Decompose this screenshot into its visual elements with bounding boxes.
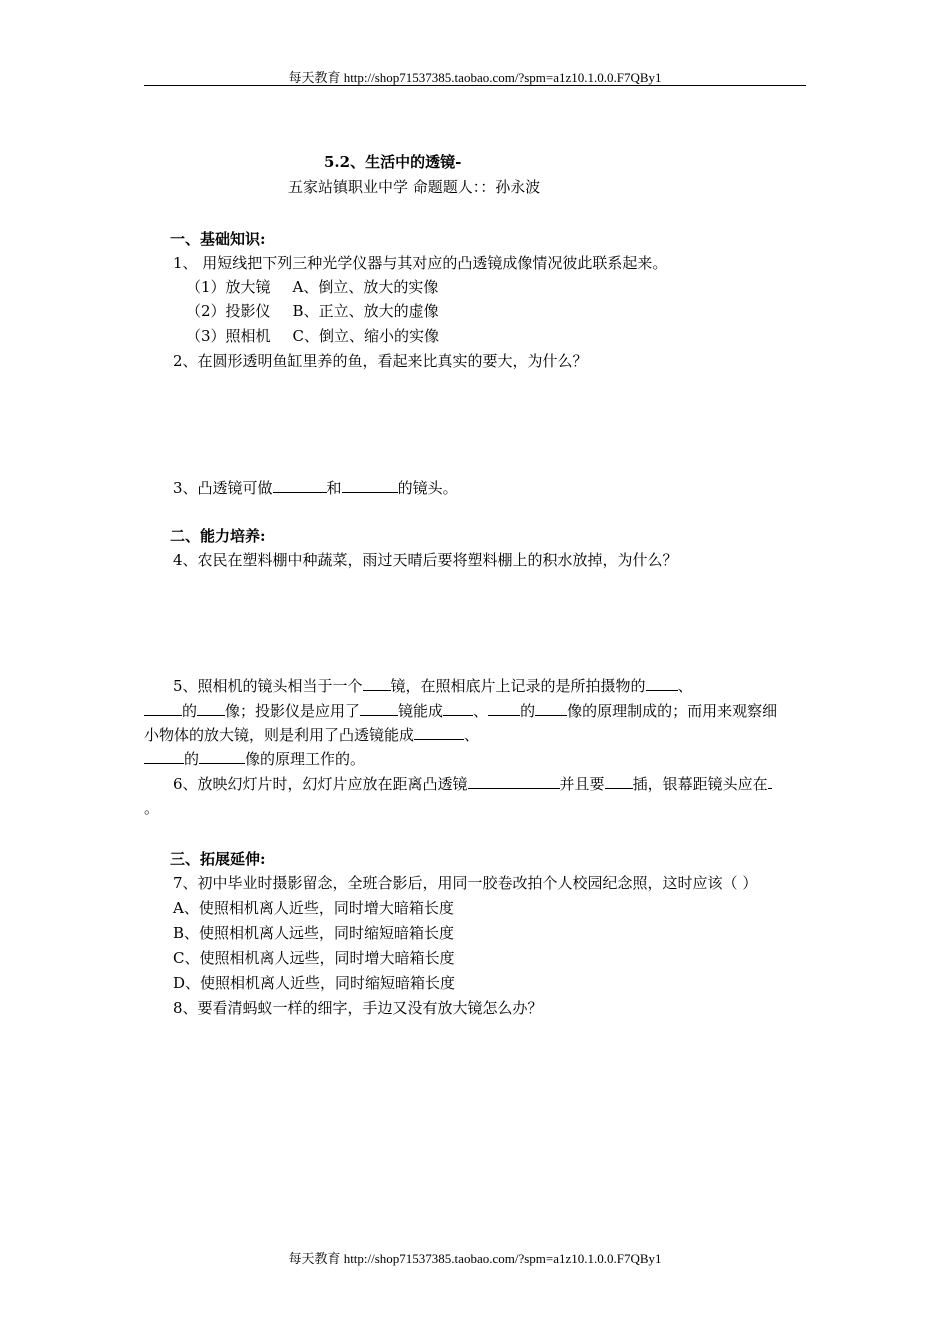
match-row: [186, 277, 438, 297]
section3-heading: 三、拓展延伸:: [170, 850, 266, 868]
answer-blank[interactable]: [768, 773, 772, 789]
q5-text: 像的原理制成的；而用来观察细: [567, 702, 778, 720]
q3-text: 和: [326, 479, 342, 497]
question-5-line1: [173, 675, 693, 696]
match-row: [186, 326, 439, 346]
q5-text: 的: [184, 750, 200, 768]
q5-text: 、: [464, 726, 480, 744]
answer-blank[interactable]: [605, 773, 633, 789]
question-7: 7、初中毕业时摄影留念，全班合影后，用同一胶卷改拍个人校园纪念照，这时应该（ ）: [173, 874, 758, 892]
page-footer: 每天教育 http://shop71537385.taobao.com/?spm=a1z10.1.0.0.F7QBy1: [288, 1251, 662, 1266]
match-instrument: （1）放大镜: [186, 278, 271, 296]
match-image: A、倒立、放大的实像: [292, 278, 439, 296]
answer-blank[interactable]: [488, 700, 520, 716]
answer-blank[interactable]: [144, 748, 184, 764]
q5-text: 的: [520, 702, 536, 720]
question-5-line2: [144, 700, 777, 721]
q5-text: 的: [182, 702, 198, 720]
match-row: [186, 301, 439, 321]
header-rule: [144, 85, 806, 86]
q6-text: 并且要: [559, 775, 605, 793]
match-image: B、正立、放大的虚像: [292, 302, 439, 320]
q3-text: 的镜头。: [397, 479, 458, 497]
answer-blank[interactable]: [360, 700, 398, 716]
answer-blank[interactable]: [273, 477, 327, 493]
answer-blank[interactable]: [535, 700, 567, 716]
section2-heading: 二、能力培养:: [170, 527, 266, 545]
q5-text: 、: [473, 702, 489, 720]
option-c: C、使照相机离人远些，同时增大暗箱长度: [173, 949, 455, 967]
q5-text: 镜，在照相底片上记录的是所拍摄物的: [390, 677, 646, 695]
q3-text: 3、凸透镜可做: [173, 479, 273, 497]
answer-blank[interactable]: [443, 700, 473, 716]
q6-text: 6、放映幻灯片时，幻灯片应放在距离凸透镜: [173, 775, 468, 793]
q5-text: 5、照相机的镜头相当于一个: [173, 677, 363, 695]
option-d: D、使照相机离人近些，同时缩短暗箱长度: [173, 974, 456, 992]
question-5-line3: [144, 724, 479, 745]
answer-blank[interactable]: [199, 748, 245, 764]
author-line: 五家站镇职业中学 命题题人：：孙永波: [288, 178, 541, 196]
match-instrument: （3）照相机: [186, 327, 271, 345]
q5-text: 镜能成: [398, 702, 444, 720]
answer-blank[interactable]: [414, 724, 464, 740]
answer-blank[interactable]: [197, 700, 225, 716]
section1-heading: 一、基础知识:: [170, 230, 266, 248]
answer-blank[interactable]: [646, 675, 678, 691]
answer-blank[interactable]: [342, 477, 398, 493]
answer-blank[interactable]: [363, 675, 391, 691]
q5-text: 像；投影仪是应用了: [225, 702, 361, 720]
answer-blank[interactable]: [144, 700, 182, 716]
question-2: 2、在圆形透明鱼缸里养的鱼，看起来比真实的要大，为什么？: [173, 352, 588, 370]
q6-text: 插，银幕距镜头应在: [632, 775, 768, 793]
q5-text: 、: [677, 677, 693, 695]
match-instrument: （2）投影仪: [186, 302, 271, 320]
question-3: [173, 477, 458, 498]
answer-blank[interactable]: [468, 773, 560, 789]
option-a: A、使照相机离人近些，同时增大暗箱长度: [173, 899, 454, 917]
q5-text: 像的原理工作的。: [245, 750, 366, 768]
q5-text: 小物体的放大镜，则是利用了凸透镜能成: [144, 726, 415, 744]
question-4: 4、农民在塑料棚中种蔬菜，雨过天晴后要将塑料棚上的积水放掉，为什么？: [173, 551, 678, 569]
match-image: C、倒立、缩小的实像: [292, 327, 440, 345]
question-5-line4: [144, 748, 365, 769]
question-6-line2: 。: [144, 799, 160, 817]
option-b: B、使照相机离人远些，同时缩短暗箱长度: [173, 924, 455, 942]
page-title: 5.2、生活中的透镜-: [324, 153, 462, 171]
question-8: 8、要看清蚂蚁一样的细字，手边又没有放大镜怎么办？: [173, 999, 543, 1017]
page-header: 每天教育 http://shop71537385.taobao.com/?spm=a1z10.1.0.0.F7QBy1: [288, 70, 662, 85]
question-6-line1: [173, 773, 772, 794]
question-1: 1、 用短线把下列三种光学仪器与其对应的凸透镜成像情况彼此联系起来。: [173, 254, 668, 272]
